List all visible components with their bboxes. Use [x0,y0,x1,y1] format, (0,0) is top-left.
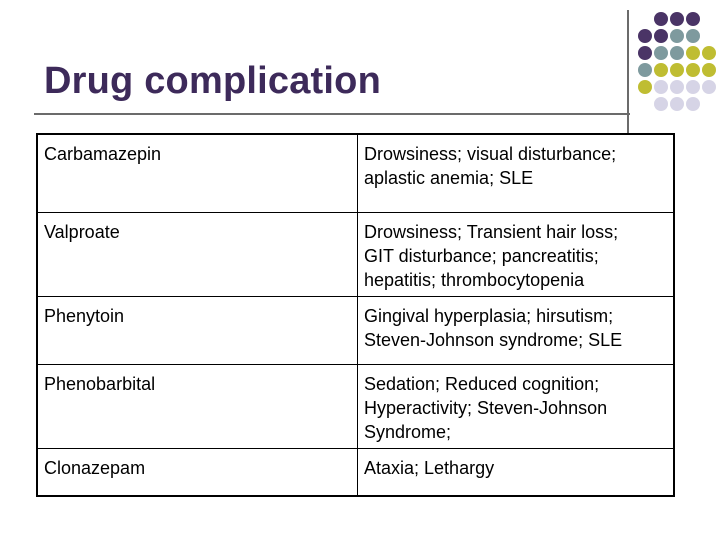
decorative-dot [686,97,700,111]
decorative-dot-grid [638,12,718,122]
drug-name-cell: Valproate [37,212,358,296]
complication-line: Syndrome; [364,421,452,442]
decorative-dot [686,29,700,43]
table-row [37,448,674,496]
decorative-dot [638,80,652,94]
complication-cell [358,134,675,212]
decorative-dot [670,63,684,77]
complication-line: Sedation; Reduced cognition; [364,373,600,394]
drug-name-cell: Clonazepam [37,448,358,496]
drug-name-cell: Phenobarbital [37,364,358,448]
slide-title: Drug complication [44,60,381,102]
drug-name-cell: Carbamazepin [37,134,358,212]
complication-cell [358,212,675,296]
complication-line: Steven-Johnson syndrome; SLE [364,329,623,350]
decorative-dot [686,46,700,60]
decorative-dot [654,29,668,43]
complication-cell [358,364,675,448]
decorative-dot [638,46,652,60]
complication-line: hepatitis; thrombocytopenia [364,269,585,290]
complication-cell [358,296,675,364]
decorative-dot [670,97,684,111]
decorative-dot [670,29,684,43]
drug-complication-table [36,133,675,497]
decorative-dot [654,12,668,26]
complication-line: Gingival hyperplasia; hirsutism; [364,305,614,326]
decorative-dot [670,46,684,60]
decorative-dot [670,80,684,94]
decorative-dot [654,63,668,77]
title-underline-rule [34,113,630,115]
complication-line: GIT disturbance; pancreatitis; [364,245,599,266]
decorative-dot [638,63,652,77]
complication-cell [358,448,675,496]
table-row [37,212,674,296]
decorative-dot [670,12,684,26]
table-row [37,364,674,448]
decorative-dot [702,63,716,77]
decorative-dot [702,46,716,60]
decorative-dot [654,46,668,60]
complication-line: Drowsiness; visual disturbance; [364,144,617,164]
table-row [37,296,674,364]
table-row [37,134,674,212]
decorative-dot [638,29,652,43]
complication-line: Ataxia; Lethargy [364,457,495,478]
decorative-dot [686,80,700,94]
decorative-dot [686,63,700,77]
complication-line: Drowsiness; Transient hair loss; [364,221,619,242]
complication-line: aplastic anemia; SLE [364,168,534,188]
decorative-dot [702,80,716,94]
drug-name-cell: Phenytoin [37,296,358,364]
decorative-dot [654,80,668,94]
complication-line: Hyperactivity; Steven-Johnson [364,397,608,418]
decorative-dot [654,97,668,111]
vertical-accent-rule [627,10,629,135]
decorative-dot [686,12,700,26]
